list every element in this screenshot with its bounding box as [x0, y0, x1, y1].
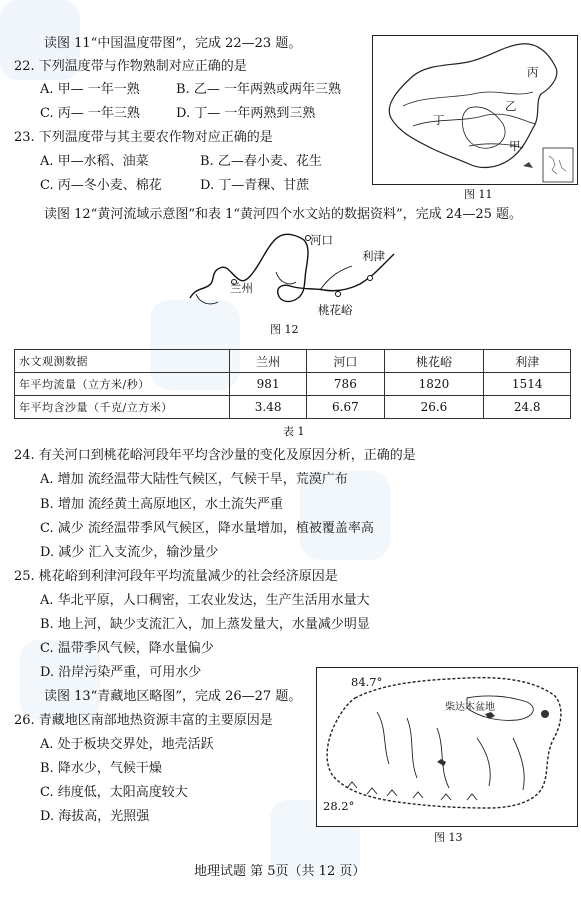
fig13-label-lat-top: 84.7° [351, 675, 383, 689]
q26-option-b[interactable]: B. 降水少，气候干燥 [40, 761, 162, 776]
yellow-river-sketch [180, 228, 400, 320]
table-cell: 24.8 [484, 396, 571, 419]
fig13-label-basin: 柴达木盆地 [445, 702, 495, 713]
q22-stem: 22. 下列温度带与作物熟制对应正确的是 [14, 59, 247, 74]
q24-stem: 24. 有关河口到桃花峪河段年平均含沙量的变化及原因分析，正确的是 [14, 448, 416, 463]
q22-option-c[interactable]: C. 丙— 一年三熟 [40, 106, 140, 121]
q24-option-d[interactable]: D. 减少 汇入支流少，输沙量少 [40, 545, 219, 560]
fig11-label-jia: 甲 [509, 139, 521, 153]
fig13-label-lat-bottom: 28.2° [323, 799, 355, 813]
q23-option-c[interactable]: C. 丙—冬小麦、棉花 [40, 178, 162, 193]
intro-fig12: 读图 12“黄河流域示意图”和表 1“黄河四个水文站的数据资料”，完成 24—25 题。 [44, 207, 523, 222]
table-header-cell: 桃花峪 [384, 350, 484, 373]
figure-13-caption: 图 13 [434, 831, 463, 844]
q25-stem: 25. 桃花峪到利津河段年平均流量减少的社会经济原因是 [14, 569, 338, 584]
figure-12-yellow-river [180, 228, 400, 320]
table-cell: 981 [230, 373, 307, 396]
figure-12-caption: 图 12 [270, 323, 299, 336]
q23-stem: 23. 下列温度带与其主要农作物对应正确的是 [14, 130, 273, 145]
table-cell: 年平均流量（立方米/秒） [15, 373, 230, 396]
q25-option-b[interactable]: B. 地上河，缺少支流汇入，加上蒸发量大，水量减少明显 [40, 617, 370, 632]
q24-option-b[interactable]: B. 增加 流经黄土高原地区，水土流失严重 [40, 497, 283, 512]
table-cell: 3.48 [230, 396, 307, 419]
table-cell: 1514 [484, 373, 571, 396]
q23-option-d[interactable]: D. 丁—青稞、甘蔗 [200, 178, 310, 193]
q25-option-d[interactable]: D. 沿岸污染严重，可用水少 [40, 665, 202, 680]
intro-fig13: 读图 13“青藏地区略图”，完成 26—27 题。 [44, 689, 302, 704]
q22-option-b[interactable]: B. 乙— 一年两熟或两年三熟 [176, 82, 341, 97]
table-row [15, 396, 571, 419]
table-cell: 年平均含沙量（千克/立方米） [15, 396, 230, 419]
q25-option-a[interactable]: A. 华北平原，人口稠密，工农业发达，生产生活用水量大 [40, 593, 370, 608]
table-cell: 6.67 [307, 396, 384, 419]
fig12-label-taohuayu: 桃花峪 [318, 303, 353, 317]
table-cell: 786 [307, 373, 384, 396]
figure-13-qinghai-tibet-map [316, 667, 578, 827]
q25-option-c[interactable]: C. 温带季风气候，降水量偏少 [40, 641, 214, 656]
page-footer: 地理试题 第 5页（共 12 页） [194, 864, 366, 879]
intro-fig11: 读图 11“中国温度带图”，完成 22—23 题。 [44, 36, 302, 51]
q26-option-d[interactable]: D. 海拔高，光照强 [40, 809, 150, 824]
table-header-row [15, 350, 571, 373]
fig12-label-lanzhou: 兰州 [230, 281, 253, 295]
table-1-hydrology [14, 349, 571, 419]
q23-option-a[interactable]: A. 甲—水稻、油菜 [40, 154, 149, 169]
q23-option-b[interactable]: B. 乙—春小麦、花生 [200, 154, 322, 169]
qinghai-tibet-sketch [317, 668, 577, 826]
figure-11-caption: 图 11 [464, 188, 493, 201]
fig12-label-hekou: 河口 [310, 233, 333, 247]
q22-option-d[interactable]: D. 丁— 一年两熟到三熟 [176, 106, 316, 121]
table-header-cell: 兰州 [230, 350, 307, 373]
table-header-cell: 水文观测数据 [15, 350, 230, 373]
table-cell: 1820 [384, 373, 484, 396]
table-header-cell: 利津 [484, 350, 571, 373]
q26-option-c[interactable]: C. 纬度低，太阳高度较大 [40, 785, 188, 800]
table-cell: 26.6 [384, 396, 484, 419]
q22-option-a[interactable]: A. 甲— 一年一熟 [40, 82, 140, 97]
q26-stem: 26. 青藏地区南部地热资源丰富的主要原因是 [14, 713, 273, 728]
china-temperature-map [373, 36, 577, 184]
fig11-label-bing: 丙 [527, 65, 539, 79]
q26-option-a[interactable]: A. 处于板块交界处，地壳活跃 [40, 737, 214, 752]
q24-option-c[interactable]: C. 减少 流经温带季风气候区，降水量增加，植被覆盖率高 [40, 521, 374, 536]
fig11-label-ding: 丁 [433, 113, 445, 127]
figure-11-map [372, 35, 578, 185]
table-header-cell: 河口 [307, 350, 384, 373]
fig12-label-lijin: 利津 [362, 249, 385, 263]
table-1-caption: 表 1 [283, 425, 305, 438]
table-row [15, 373, 571, 396]
q24-option-a[interactable]: A. 增加 流经温带大陆性气候区，气候干旱，荒漠广布 [40, 472, 348, 487]
fig11-label-yi: 乙 [505, 99, 517, 113]
